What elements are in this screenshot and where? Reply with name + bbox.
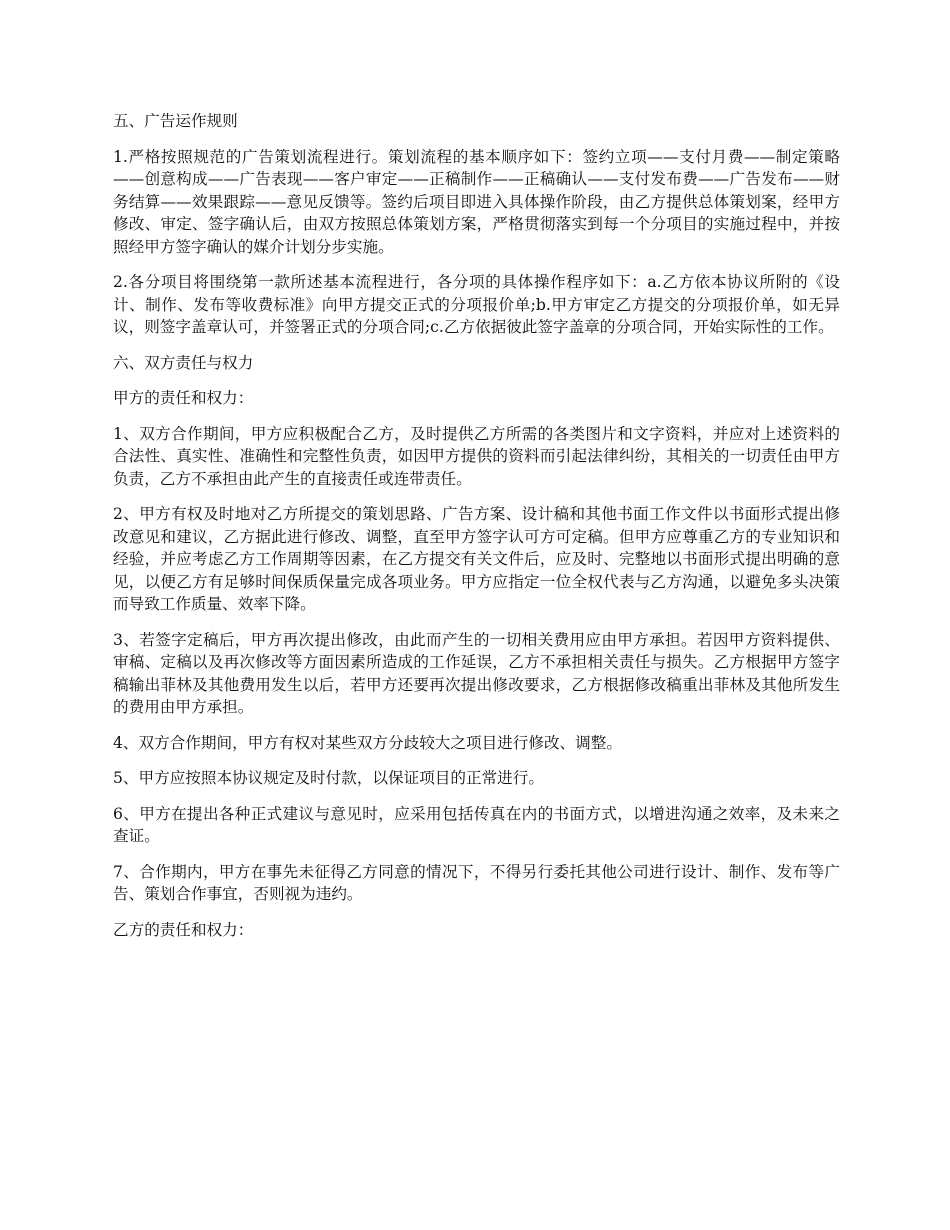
paragraph-subprojects: 2.各分项目将围绕第一款所述基本流程进行，各分项的具体操作程序如下：a.乙方依本协议所附的《设计、制作、发布等收费标准》向甲方提交正式的分项报价单;b.甲方审定乙方提交的分项报价单，如无异议，则签字盖章认可，并签署正式的分项合同;c.乙方依据彼此签字盖章的分项合同，开始实际性的工作。: [113, 273, 840, 336]
document-page: [113, 110, 840, 954]
party-a-item-4: 4、双方合作期间，甲方有权对某些双方分歧较大之项目进行修改、调整。: [113, 733, 622, 752]
party-a-item-7: 7、合作期内，甲方在事先未征得乙方同意的情况下，不得另行委托其他公司进行设计、制作、发布等广告、策划合作事宜，否则视为违约。: [113, 862, 840, 903]
party-a-heading: 甲方的责任和权力：: [113, 389, 254, 407]
paragraph-process: 1.严格按照规范的广告策划流程进行。策划流程的基本顺序如下：签约立项——支付月费——制定策略——创意构成——广告表现——客户审定——正稿制作——正稿确认——支付发布费——广告发布——财务结算——效果跟踪——意见反馈等。签约后项目即进入具体操作阶段，由乙方提供总体策划案，经甲方修改、审定、签字确认后，由双方按照总体策划方案，严格贯彻落实到每一个分项目的实施过程中，并按照经甲方签字确认的媒介计划分步实施。: [113, 147, 840, 256]
section-heading-rules: 五、广告运作规则: [113, 112, 238, 130]
party-a-item-1: 1、双方合作期间，甲方应积极配合乙方，及时提供乙方所需的各类图片和文字资料，并应对上述资料的合法性、真实性、准确性和完整性负责，如因甲方提供的资料而引起法律纠纷，其相关的一切责任由甲方负责，乙方不承担由此产生的直接责任或连带责任。: [113, 424, 840, 488]
party-a-item-5: 5、甲方应按照本协议规定及时付款，以保证项目的正常进行。: [113, 769, 544, 787]
party-b-heading: 乙方的责任和权力：: [113, 920, 254, 939]
party-a-item-6: 6、甲方在提出各种正式建议与意见时，应采用包括传真在内的书面方式，以增进沟通之效率，及未来之查证。: [113, 804, 840, 845]
party-a-item-2: 2、甲方有权及时地对乙方所提交的策划思路、广告方案、设计稿和其他书面工作文件以书面形式提出修改意见和建议，乙方据此进行修改、调整，直至甲方签字认可方可定稿。但甲方应尊重乙方的专业知识和经验，并应考虑乙方工作周期等因素，在乙方提交有关文件后，应及时、完整地以书面形式提出明确的意见，以便乙方有足够时间保质保量完成各项业务。甲方应指定一位全权代表与乙方沟通，以避免多头决策而导致工作质量、效率下降。: [113, 505, 840, 613]
section-heading-responsibilities: 六、双方责任与权力: [113, 353, 254, 372]
party-a-item-3: 3、若签字定稿后，甲方再次提出修改，由此而产生的一切相关费用应由甲方承担。若因甲方资料提供、审稿、定稿以及再次修改等方面因素所造成的工作延误，乙方不承担相关责任与损失。乙方根据甲方签字稿输出菲林及其他费用发生以后，若甲方还要再次提出修改要求，乙方根据修改稿重出菲林及其他所发生的费用由甲方承担。: [113, 630, 840, 716]
